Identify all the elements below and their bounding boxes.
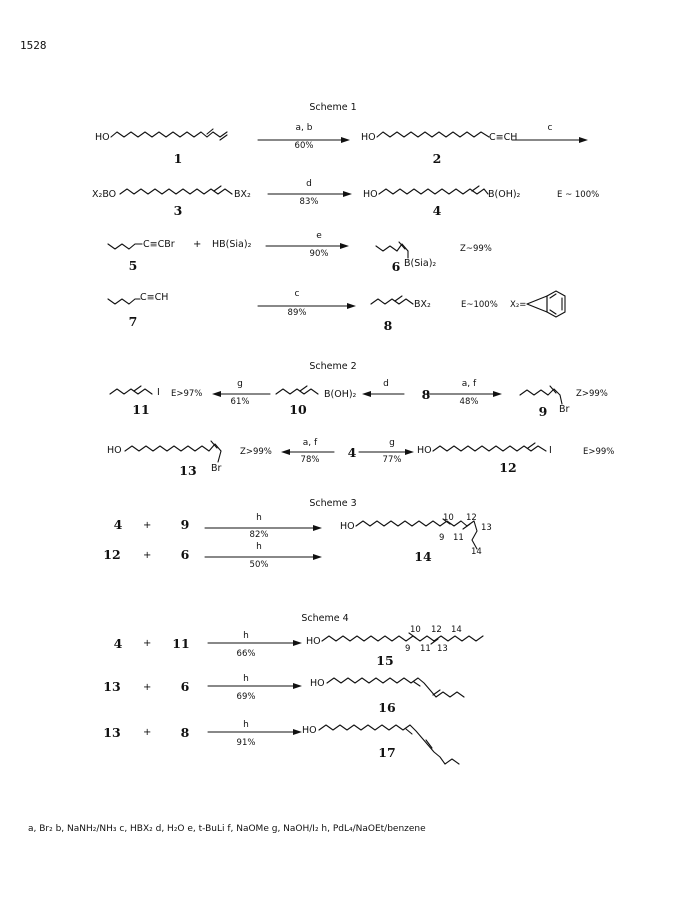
c14-position-11: 11 — [453, 533, 464, 543]
compound-17-chain — [319, 725, 459, 764]
reaction-3-conditions: d — [306, 179, 312, 189]
reaction-4-conditions: e — [316, 231, 322, 241]
scheme-1-title: Scheme 1 — [309, 102, 357, 113]
compound-12-hydroxyl: HO — [417, 445, 432, 456]
s4-reactant-13a: 13 — [103, 679, 121, 694]
compound-9-number: 9 — [538, 404, 548, 419]
s4-plus-1: + — [143, 638, 152, 649]
reaction-af1-yield: 48% — [459, 397, 479, 407]
compound-2-number: 2 — [432, 151, 442, 166]
plus-sign: + — [193, 239, 202, 250]
s3-plus-2: + — [143, 550, 152, 561]
compound-8-selectivity: E~100% — [461, 300, 498, 310]
compound-1-number: 1 — [173, 151, 183, 166]
compound-14-alkene-b — [463, 524, 470, 529]
compound-10-alkene — [300, 386, 307, 391]
compound-17-alkene-a — [406, 729, 412, 734]
s4-reactant-8: 8 — [180, 725, 190, 740]
compound-14-number: 14 — [414, 549, 432, 564]
s3-reactant-6: 6 — [180, 547, 190, 562]
compound-5-number: 5 — [128, 258, 138, 273]
compound-17-hydroxyl: HO — [302, 725, 317, 736]
compound-13-br-bond — [218, 451, 221, 462]
c15-position-10: 10 — [410, 625, 421, 635]
compound-11-chain — [110, 389, 152, 394]
compound-13-hydroxyl: HO — [107, 445, 122, 456]
compound-15-alkene-a — [409, 633, 416, 638]
compound-12-alkene — [528, 443, 535, 448]
compound-4-boronic-acid: B(OH)₂ — [488, 189, 521, 200]
reaction-g2-conditions: g — [389, 438, 395, 448]
compound-6-borane: B(Sia)₂ — [404, 258, 437, 269]
compound-13-selectivity: Z>99% — [240, 447, 272, 457]
reaction-d2-conditions: d — [383, 379, 389, 389]
compound-11-iodide: I — [157, 387, 160, 398]
compound-4-selectivity: E ~ 100% — [557, 190, 600, 200]
c14-position-12: 12 — [466, 513, 477, 523]
compound-7-alkyne: C≡CH — [140, 292, 169, 303]
compound-15-hydroxyl: HO — [306, 636, 321, 647]
s4-reactant-4: 4 — [113, 636, 123, 651]
s3-reaction-1-yield: 82% — [249, 530, 269, 540]
reaction-g1-conditions: g — [237, 379, 243, 389]
reaction-g1-yield: 61% — [230, 397, 250, 407]
compound-2-hydroxyl: HO — [361, 132, 376, 143]
c14-position-13: 13 — [481, 523, 492, 533]
reaction-2-conditions: c — [547, 123, 553, 133]
compound-11-selectivity: E>97% — [171, 389, 203, 399]
reaction-4-yield: 90% — [309, 249, 329, 259]
reagent-footnote: a, Br₂ b, NaNH₂/NH₃ c, HBX₂ d, H₂O e, t-BuLi f, NaOMe g, NaOH/I₂ h, PdL₄/NaOEt/benzene — [28, 824, 426, 834]
compound-3-boronate-right: BX₂ — [234, 189, 251, 200]
s3-reactant-9: 9 — [180, 517, 190, 532]
reaction-af2-conditions: a, f — [302, 438, 318, 448]
compound-12-selectivity: E>99% — [583, 447, 615, 457]
compound-12-iodide: I — [549, 445, 552, 456]
compound-8-number: 8 — [383, 318, 393, 333]
reaction-5-conditions: c — [294, 289, 300, 299]
reaction-3-yield: 83% — [299, 197, 319, 207]
reaction-af2-yield: 78% — [300, 455, 320, 465]
s4-plus-2: + — [143, 682, 152, 693]
compound-10-boronic-acid: B(OH)₂ — [324, 389, 357, 400]
compound-1-chain — [111, 132, 227, 137]
s4-reaction-3-yield: 91% — [236, 738, 256, 748]
compound-8-chain — [371, 299, 413, 304]
compound-8-alkene — [395, 296, 402, 301]
s4-reaction-1-yield: 66% — [236, 649, 256, 659]
scheme-4-title: Scheme 4 — [301, 613, 349, 624]
c15-position-14: 14 — [451, 625, 462, 635]
s3-plus-1: + — [143, 520, 152, 531]
reagent-disiamylborane: HB(Sia)₂ — [212, 239, 252, 250]
compound-16-number: 16 — [378, 700, 396, 715]
compound-4-chain — [379, 189, 488, 194]
compound-4-hydroxyl: HO — [363, 189, 378, 200]
compound-9-br-bond — [560, 395, 562, 404]
c15-position-11: 11 — [420, 644, 431, 654]
s4-reaction-1-conditions: h — [243, 631, 249, 641]
s4-reaction-2-conditions: h — [243, 674, 249, 684]
compound-6-alkene — [399, 242, 405, 249]
compound-16-chain — [327, 678, 464, 697]
compound-7-number: 7 — [128, 314, 138, 329]
compound-14-hydroxyl: HO — [340, 521, 355, 532]
compound-13-number: 13 — [179, 463, 197, 478]
compound-4-center: 4 — [347, 445, 357, 460]
s3-reaction-2-conditions: h — [256, 542, 262, 552]
c14-position-10: 10 — [443, 513, 454, 523]
compound-11-alkene — [134, 386, 141, 391]
compound-3-number: 3 — [173, 203, 183, 218]
compound-11-number: 11 — [132, 402, 150, 417]
s3-reactant-12: 12 — [103, 547, 121, 562]
compound-2-chain — [377, 132, 489, 137]
compound-4-number: 4 — [432, 203, 442, 218]
compound-6-number: 6 — [391, 259, 401, 274]
scheme-2-title: Scheme 2 — [309, 361, 357, 372]
s4-plus-3: + — [143, 727, 152, 738]
compound-8-center: 8 — [421, 387, 431, 402]
page-number: 1528 — [20, 39, 47, 52]
compound-5-chain — [108, 244, 142, 249]
reaction-5-yield: 89% — [287, 308, 307, 318]
s4-reaction-3-conditions: h — [243, 720, 249, 730]
compound-9-bromide: Br — [559, 404, 570, 415]
reaction-g2-yield: 77% — [382, 455, 402, 465]
catechol-ring-o — [537, 296, 547, 312]
s3-reaction-2-yield: 50% — [249, 560, 269, 570]
c14-position-9: 9 — [439, 533, 445, 543]
c14-position-14: 14 — [471, 547, 482, 557]
compound-12-number: 12 — [499, 460, 517, 475]
s3-reaction-1-conditions: h — [256, 513, 262, 523]
s4-reactant-6: 6 — [180, 679, 190, 694]
compound-1-hydroxyl: HO — [95, 132, 110, 143]
c15-position-9: 9 — [405, 644, 411, 654]
compound-3-boronate-left: X₂BO — [92, 189, 117, 200]
s4-reactant-11: 11 — [172, 636, 190, 651]
compound-13-bromide: Br — [211, 463, 222, 474]
compound-10-chain — [276, 389, 318, 394]
compound-13-chain — [125, 444, 221, 451]
compound-9-selectivity: Z>99% — [576, 389, 608, 399]
compound-8-boronate: BX₂ — [414, 299, 431, 310]
s4-reaction-2-yield: 69% — [236, 692, 256, 702]
compound-16-alkene-a — [414, 682, 420, 686]
compound-2-alkyne: C≡CH — [489, 132, 518, 143]
s4-reactant-13b: 13 — [103, 725, 121, 740]
compound-15-number: 15 — [376, 653, 394, 668]
compound-14-chain — [356, 521, 477, 549]
c15-position-13: 13 — [437, 644, 448, 654]
scheme-3-title: Scheme 3 — [309, 498, 357, 509]
s3-reactant-4: 4 — [113, 517, 123, 532]
compound-15-chain — [322, 636, 483, 641]
compound-7-chain — [108, 299, 140, 304]
c15-position-12: 12 — [431, 625, 442, 635]
catecholboryl-definition: X₂= — [510, 300, 527, 310]
compound-5-bromoalkyne: C≡CBr — [143, 239, 175, 250]
reaction-af1-conditions: a, f — [461, 379, 477, 389]
reaction-1-yield: 60% — [294, 141, 314, 151]
compound-10-number: 10 — [289, 402, 307, 417]
reaction-1-conditions: a, b — [295, 123, 313, 133]
compound-16-hydroxyl: HO — [310, 678, 325, 689]
compound-4-alkene — [472, 186, 479, 191]
compound-17-number: 17 — [378, 745, 396, 760]
compound-3-alkene — [214, 186, 221, 191]
compound-6-selectivity: Z~99% — [460, 244, 492, 254]
